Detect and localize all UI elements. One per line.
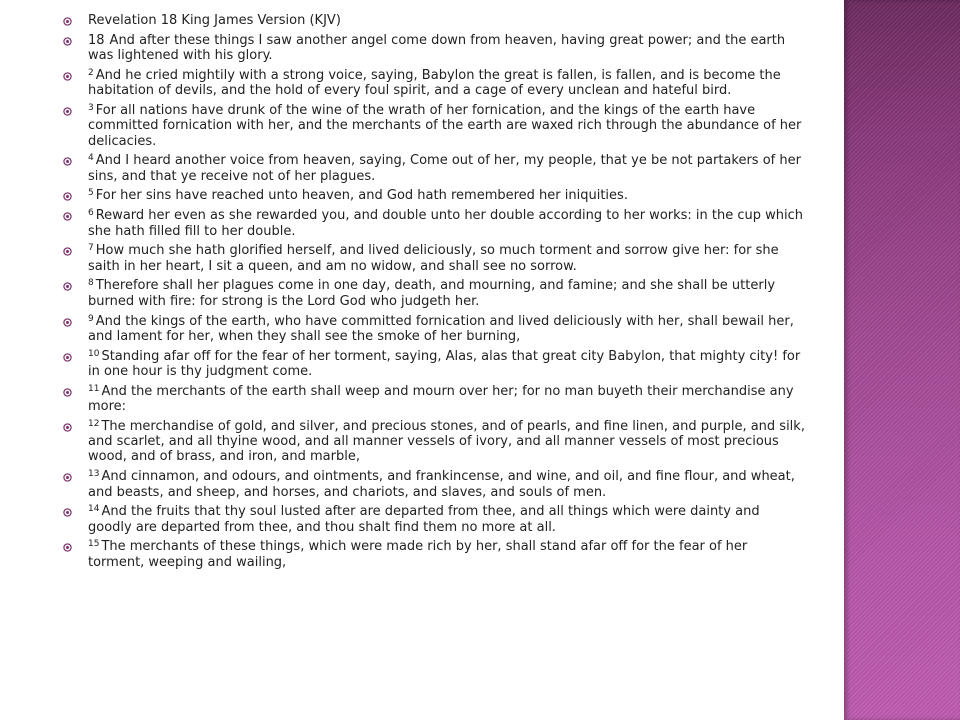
starburst-bullet-icon (63, 423, 72, 432)
verse-number: 14 (88, 504, 100, 515)
starburst-bullet-icon (63, 282, 72, 291)
starburst-bullet-icon (63, 107, 72, 116)
starburst-bullet-icon (63, 508, 72, 517)
verse-number: 10 (88, 348, 100, 359)
verse-text: Reward her even as she rewarded you, and double unto her double according to her works: in the cup which she hath filled fill to her double. (88, 208, 804, 239)
verse-item (0, 539, 840, 570)
verse-number: 3 (88, 102, 94, 113)
verse-text: And I heard another voice from heaven, saying, Come out of her, my people, that ye be not partakers of her sins, and that ye receive not of her plagues. (88, 153, 801, 184)
starburst-bullet-icon (63, 72, 72, 81)
verse-number: 18 (88, 32, 105, 48)
verse-number: 12 (88, 418, 100, 429)
verse-text: And after these things I saw another angel come down from heaven, having great power; and the earth was lightened with his glory. (88, 32, 786, 64)
starburst-bullet-icon (63, 247, 72, 256)
verse-number: 9 (88, 313, 94, 324)
verse-number: 4 (88, 153, 94, 164)
verse-item (0, 278, 840, 309)
verse-text: Standing afar off for the fear of her torment, saying, Alas, alas that great city Babylon, that mighty city! for in one hour is thy judgment come. (88, 348, 801, 379)
starburst-bullet-icon (63, 353, 72, 362)
title-text: Revelation 18 King James Version (KJV) (88, 13, 341, 28)
verse-number: 5 (88, 188, 94, 199)
verse-item (0, 68, 840, 99)
verse-item (0, 314, 840, 345)
verse-item (0, 349, 840, 380)
starburst-bullet-icon (63, 37, 72, 46)
verse-number: 15 (88, 539, 100, 550)
verse-text: And the merchants of the earth shall weep and mourn over her; for no man buyeth their merchandise any more: (88, 383, 794, 415)
verse-number: 8 (88, 278, 94, 289)
verse-item (0, 419, 840, 465)
verse-number: 2 (88, 67, 94, 78)
verse-item (0, 243, 840, 274)
verse-text: For all nations have drunk of the wine of the wrath of her fornication, and the kings of the earth have committed fornication with her, and the merchants of the earth are waxed rich through the abundance of her delicacies. (88, 102, 802, 149)
verse-number: 7 (88, 243, 94, 254)
decorative-sidebar (844, 0, 960, 720)
verse-number: 13 (88, 469, 100, 480)
verse-text: The merchants of these things, which were made rich by her, shall stand afar off for the fear of her torment, weeping and wailing, (88, 539, 748, 570)
verse-text: And the fruits that thy soul lusted after are departed from thee, and all things which were dainty and goodly are departed from thee, and thou shalt find them no more at all. (88, 504, 760, 535)
verse-number: 11 (88, 383, 100, 394)
starburst-bullet-icon (63, 473, 72, 482)
verse-item (0, 469, 840, 500)
verse-text: The merchandise of gold, and silver, and precious stones, and of pearls, and fine linen, and purple, and silk, and scarlet, and all thyine wood, and all manner vessels of ivory, and all manner vessels of most precious wood, and of brass, and iron, and marble, (88, 418, 805, 465)
verse-item (0, 153, 840, 184)
verse-text: For her sins have reached unto heaven, and God hath remembered her iniquities. (95, 188, 628, 204)
verse-item (0, 384, 840, 415)
slide-content (0, 13, 840, 575)
starburst-bullet-icon (63, 388, 72, 397)
starburst-bullet-icon (63, 192, 72, 201)
verse-item (0, 188, 840, 203)
verse-list (0, 13, 840, 570)
verse-item (0, 504, 840, 535)
verse-item (0, 103, 840, 149)
slide-title (0, 13, 840, 28)
starburst-bullet-icon (63, 17, 72, 26)
starburst-bullet-icon (63, 318, 72, 327)
starburst-bullet-icon (63, 543, 72, 552)
verse-number: 6 (88, 208, 94, 219)
verse-text: How much she hath glorified herself, and lived deliciously, so much torment and sorrow give her: for she saith in her heart, I sit a queen, and am no widow, and shall see no sorrow. (88, 243, 779, 274)
verse-text: Therefore shall her plagues come in one day, death, and mourning, and famine; and she shall be utterly burned with fire: for strong is the Lord God who judgeth her. (88, 278, 776, 309)
starburst-bullet-icon (63, 157, 72, 166)
verse-text: And cinnamon, and odours, and ointments, and frankincense, and wine, and oil, and fine flour, and wheat, and beasts, and sheep, and horses, and chariots, and slaves, and souls of men. (88, 469, 795, 500)
verse-item (0, 208, 840, 239)
starburst-bullet-icon (63, 212, 72, 221)
verse-item (0, 33, 840, 64)
verse-text: And the kings of the earth, who have committed fornication and lived deliciously with her, shall bewail her, and lament for her, when they shall see the smoke of her burning, (88, 313, 794, 344)
verse-text: And he cried mightily with a strong voice, saying, Babylon the great is fallen, is fallen, and is become the habitation of devils, and the hold of every foul spirit, and a cage of every unclean and hateful bird. (88, 67, 781, 99)
